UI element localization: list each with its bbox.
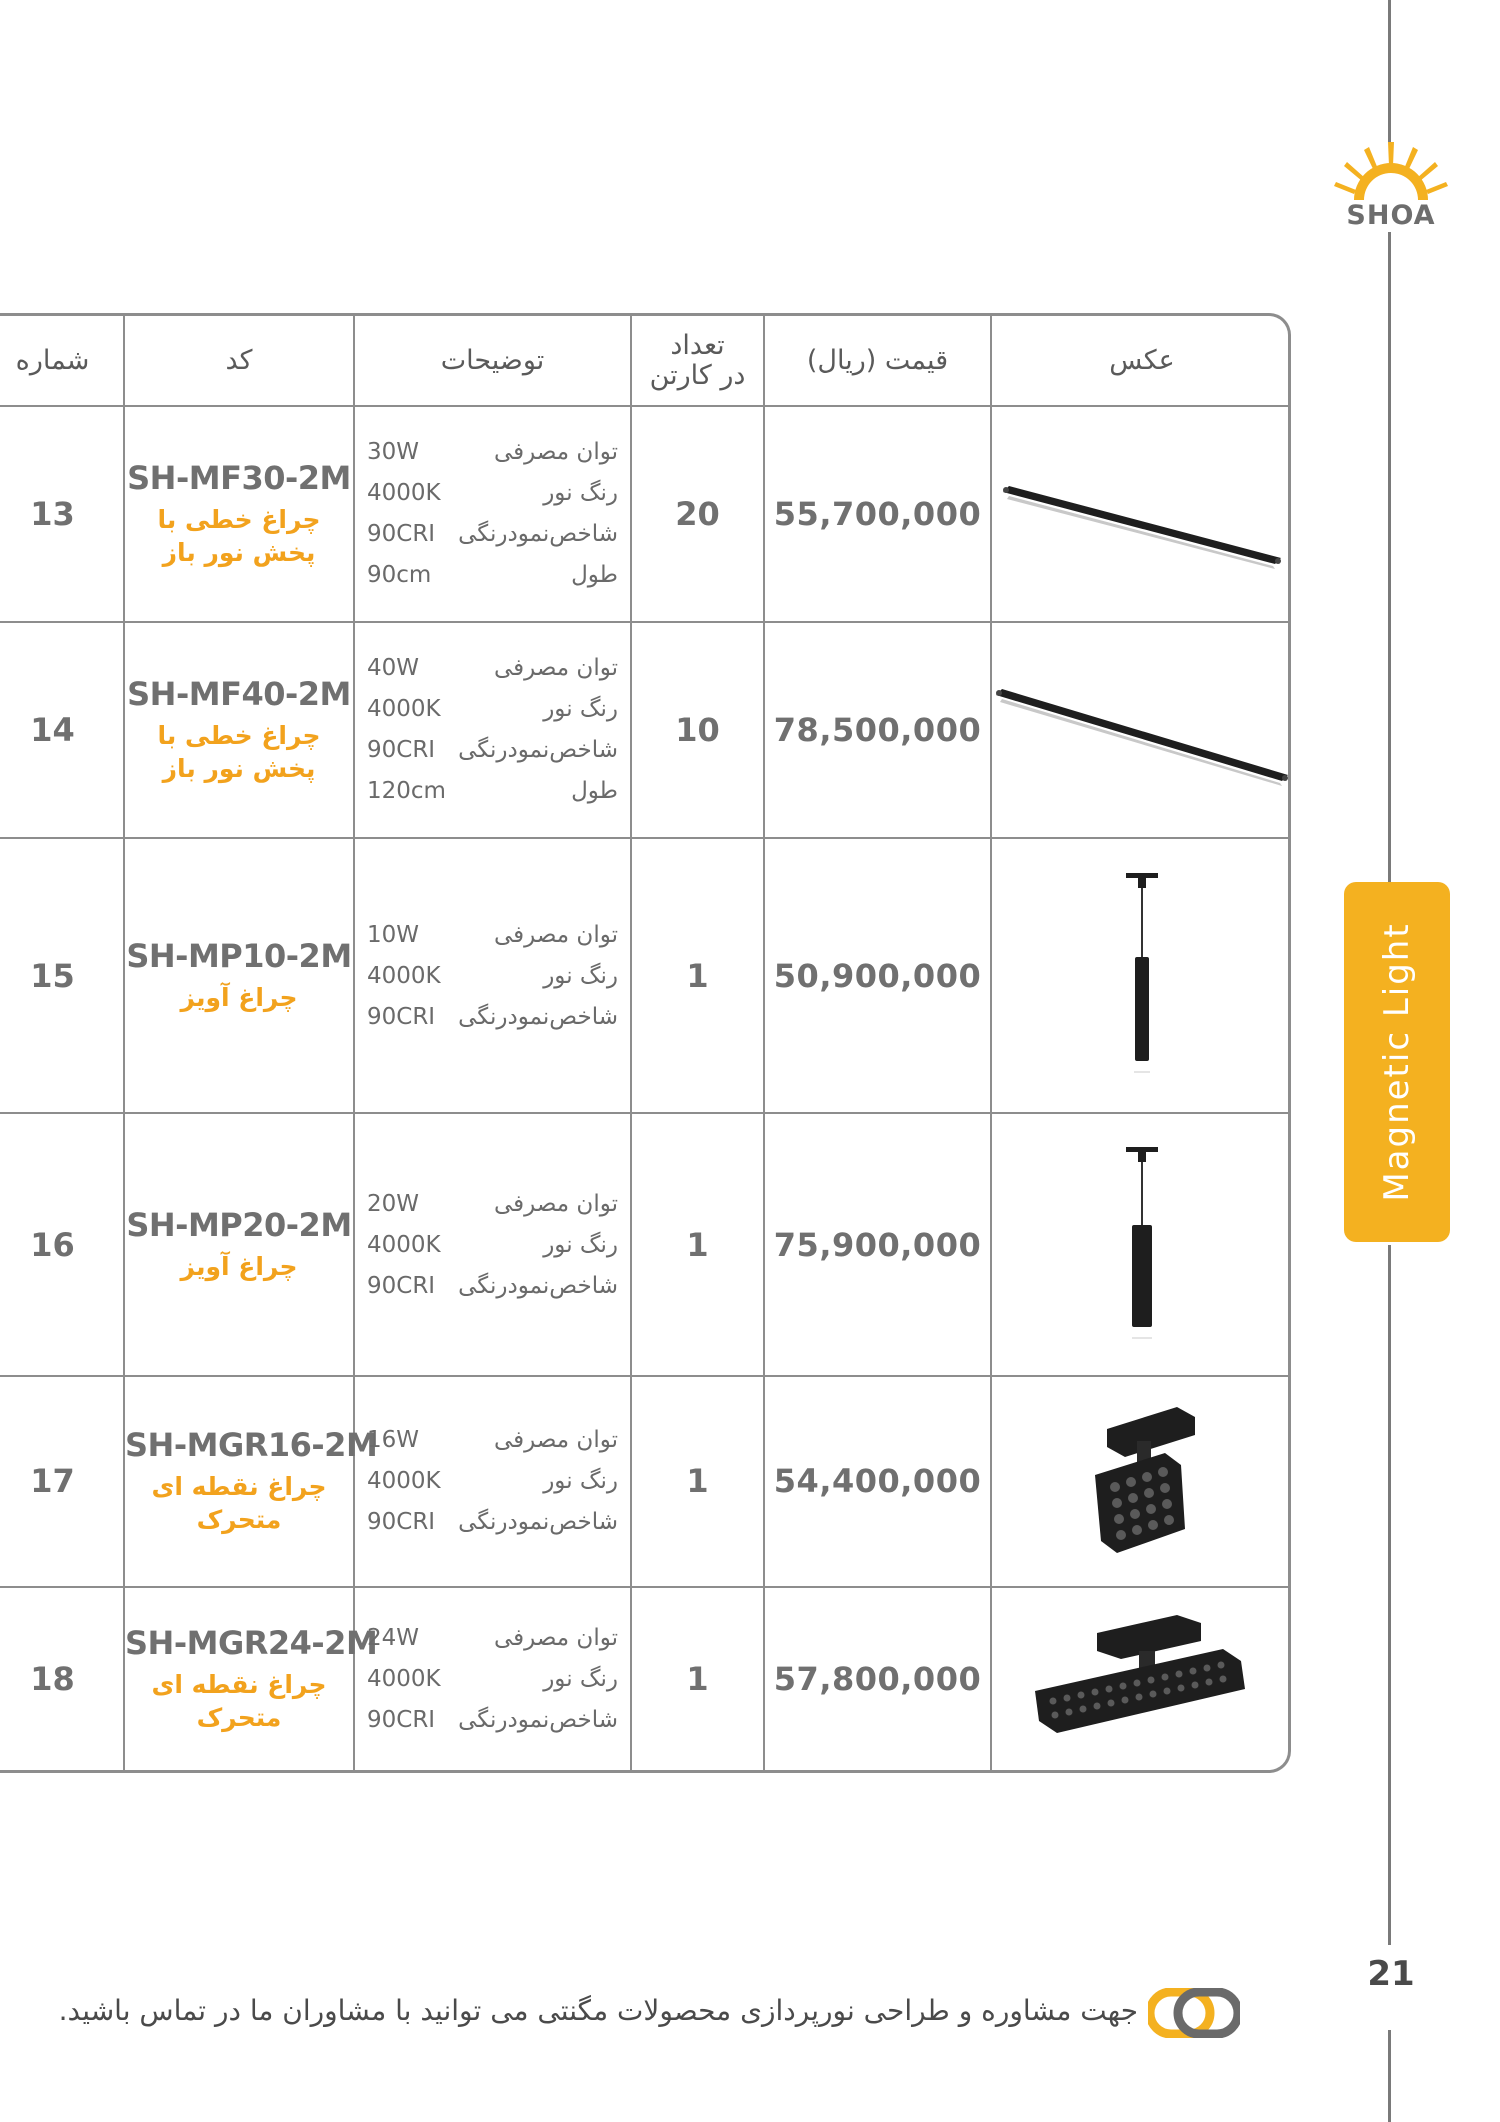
table-row	[0, 406, 1291, 622]
row-specs	[354, 1376, 631, 1587]
product-code: SH-MF40-2M	[127, 674, 351, 713]
row-code-cell	[124, 622, 354, 838]
spec-color-label: رنگ نور	[543, 1468, 618, 1495]
linked-rings-icon	[1148, 1988, 1240, 2038]
brand-logo-text: SHOA	[1346, 200, 1436, 231]
spec-cri-label: شاخص‌نمودرنگی	[458, 1706, 618, 1733]
row-number: 13	[0, 406, 124, 622]
row-number: 16	[0, 1113, 124, 1376]
header-quantity-line1: تعداد	[670, 329, 725, 361]
header-code: کد	[124, 316, 354, 406]
spec-cri-label: شاخص‌نمودرنگی	[458, 737, 618, 764]
spec-length-label: طول	[571, 778, 618, 805]
row-specs	[354, 1587, 631, 1770]
sun-icon	[1330, 138, 1452, 204]
header-photo: عکس	[991, 316, 1291, 406]
spec-cri-value: 90CRI	[367, 737, 436, 764]
row-code-cell	[124, 838, 354, 1114]
row-quantity: 1	[631, 838, 764, 1114]
grille-linear-spot-icon	[1027, 1609, 1257, 1749]
spec-power-label: توان مصرفی	[494, 1190, 618, 1217]
row-quantity: 10	[631, 622, 764, 838]
row-quantity: 1	[631, 1376, 764, 1587]
spec-cri-value: 90CRI	[367, 1272, 436, 1299]
row-code-cell	[124, 406, 354, 622]
pendant-light-icon	[1112, 871, 1172, 1081]
row-code-cell	[124, 1587, 378, 1770]
spec-cri-label: شاخص‌نمودرنگی	[458, 1272, 618, 1299]
category-tab	[1344, 882, 1450, 1242]
linear-light-icon	[994, 665, 1290, 795]
row-price: 78,500,000	[764, 622, 991, 838]
spec-cri-value: 90CRI	[367, 1003, 436, 1030]
spec-color-label: رنگ نور	[543, 1231, 618, 1258]
row-code-cell	[124, 1113, 354, 1376]
spec-color-value: 4000K	[367, 1665, 441, 1692]
row-quantity: 1	[631, 1587, 764, 1770]
spec-color-label: رنگ نور	[543, 962, 618, 989]
spec-power-label: توان مصرفی	[494, 921, 618, 948]
row-quantity: 1	[631, 1113, 764, 1376]
product-code: SH-MP10-2M	[126, 937, 352, 976]
row-photo	[991, 1376, 1291, 1587]
spec-power-value: 30W	[367, 439, 420, 466]
spec-color-value: 4000K	[367, 1468, 441, 1495]
linear-light-icon	[997, 454, 1287, 574]
row-code-cell	[124, 1376, 378, 1587]
row-photo	[991, 838, 1291, 1114]
row-number: 18	[0, 1587, 124, 1770]
spec-power-label: توان مصرفی	[494, 655, 618, 682]
header-description: توضیحات	[354, 316, 631, 406]
row-quantity: 20	[631, 406, 764, 622]
spec-length-value: 120cm	[367, 778, 446, 805]
spec-cri-label: شاخص‌نمودرنگی	[458, 1003, 618, 1030]
spec-color-value: 4000K	[367, 962, 441, 989]
product-code: SH-MP20-2M	[126, 1206, 352, 1245]
spec-power-label: توان مصرفی	[494, 1624, 618, 1651]
spec-power-value: 16W	[367, 1427, 420, 1454]
row-specs	[354, 838, 631, 1114]
table-row	[0, 1587, 1291, 1770]
spec-power-label: توان مصرفی	[494, 1427, 618, 1454]
product-name: چراغ نقطه ای متحرک	[151, 1472, 327, 1535]
header-number: شماره	[0, 316, 124, 406]
spec-power-label: توان مصرفی	[494, 439, 618, 466]
spec-color-value: 4000K	[367, 480, 441, 507]
spec-color-value: 4000K	[367, 1231, 441, 1258]
decorative-line	[1388, 2030, 1391, 2122]
product-name: چراغ خطی با پخش نور باز	[157, 720, 321, 783]
row-photo	[991, 1587, 1291, 1770]
spec-cri-label: شاخص‌نمودرنگی	[458, 1509, 618, 1536]
spec-power-value: 20W	[367, 1190, 420, 1217]
spec-length-value: 90cm	[367, 562, 432, 589]
spec-cri-label: شاخص‌نمودرنگی	[458, 521, 618, 548]
page-number: 21	[1367, 1954, 1415, 1994]
product-table	[0, 313, 1291, 1773]
decorative-line	[1388, 232, 1391, 884]
row-specs	[354, 406, 631, 622]
spec-color-label: رنگ نور	[543, 480, 618, 507]
spec-power-value: 10W	[367, 921, 420, 948]
row-price: 75,900,000	[764, 1113, 991, 1376]
spec-color-label: رنگ نور	[543, 1665, 618, 1692]
footer	[58, 1988, 1240, 2036]
table-header-row	[0, 316, 1291, 406]
row-specs	[354, 622, 631, 838]
footer-text: جهت مشاوره و طراحی نورپردازی محصولات مگنتی می توانید با مشاوران ما در تماس باشید.	[58, 1994, 1138, 2027]
row-price: 54,400,000	[764, 1376, 991, 1587]
decorative-line	[1388, 0, 1391, 142]
table-row	[0, 1376, 1291, 1587]
category-tab-label: Magnetic Light	[1377, 922, 1417, 1202]
product-code: SH-MF30-2M	[127, 458, 351, 497]
spec-power-value: 40W	[367, 655, 420, 682]
header-quantity	[631, 316, 764, 406]
product-name: چراغ آویز	[180, 983, 298, 1013]
row-price: 57,800,000	[764, 1587, 991, 1770]
header-price: قیمت (ریال)	[764, 316, 991, 406]
brand-logo	[1330, 138, 1452, 230]
product-code: SH-MGR16-2M	[125, 1426, 378, 1465]
row-price: 50,900,000	[764, 838, 991, 1114]
row-photo	[991, 406, 1291, 622]
grille-spot-icon	[1077, 1401, 1207, 1561]
row-photo	[991, 622, 1291, 838]
product-name: چراغ نقطه ای متحرک	[151, 1669, 327, 1732]
product-name: چراغ خطی با پخش نور باز	[157, 504, 321, 567]
row-number: 15	[0, 838, 124, 1114]
product-code: SH-MGR24-2M	[125, 1623, 378, 1662]
spec-cri-value: 90CRI	[367, 521, 436, 548]
row-photo	[991, 1113, 1291, 1376]
table-row	[0, 1113, 1291, 1376]
spec-cri-value: 90CRI	[367, 1706, 436, 1733]
row-number: 14	[0, 622, 124, 838]
row-price: 55,700,000	[764, 406, 991, 622]
header-quantity-line2: در کارتن	[649, 359, 746, 391]
spec-color-label: رنگ نور	[543, 696, 618, 723]
table-row	[0, 622, 1291, 838]
spec-power-value: 24W	[367, 1624, 420, 1651]
decorative-line	[1388, 1245, 1391, 1945]
product-name: چراغ آویز	[180, 1252, 298, 1282]
table-row	[0, 838, 1291, 1114]
spec-length-label: طول	[571, 562, 618, 589]
row-number: 17	[0, 1376, 124, 1587]
spec-cri-value: 90CRI	[367, 1509, 436, 1536]
spec-color-value: 4000K	[367, 696, 441, 723]
row-specs	[354, 1113, 631, 1376]
pendant-light-icon	[1112, 1145, 1172, 1345]
